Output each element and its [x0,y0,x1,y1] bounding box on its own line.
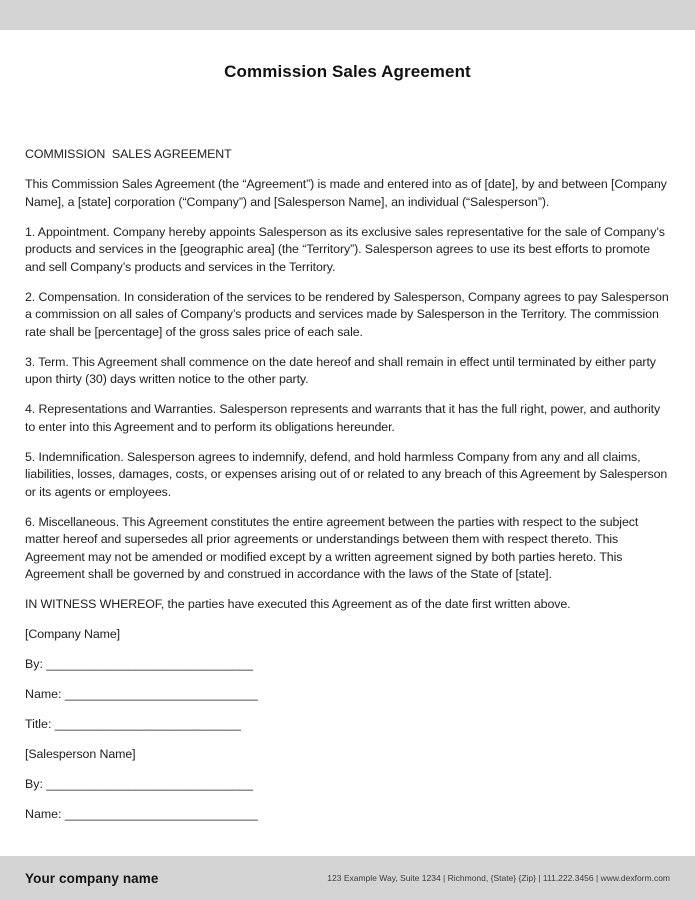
footer-company-name: Your company name [25,870,159,886]
section-compensation: 2. Compensation. In consideration of the services to be rendered by Salesperson, Company agrees to pay Salesperson a commission on all sales of Company’s products and services made by Salesperson in the Territory. The commission rate shall be [percentage] of the gross sales price of each sale. [25,289,669,339]
document-title: Commission Sales Agreement [224,62,471,81]
agreement-heading: COMMISSION SALES AGREEMENT [25,147,232,161]
company-by-signature-line: By: ______________________________ [25,657,254,671]
footer-contact-info: 123 Example Way, Suite 1234 | Richmond, {State} {Zip} | 111.222.3456 | www.dexform.com [327,873,670,883]
salesperson-name-signature-line: Name: ____________________________ [25,807,258,821]
company-name-signature-line: Name: ____________________________ [25,687,258,701]
salesperson-party-label: [Salesperson Name] [25,747,136,761]
company-title-signature-line: Title: ___________________________ [25,717,241,731]
section-indemnification: 5. Indemnification. Salesperson agrees to indemnify, defend, and hold harmless Company from any and all claims, liabilities, losses, damages, costs, or expenses arising out of or related to any breach of this Agreement by Salesperson or its agents or employees. [25,449,668,499]
top-margin-band [0,0,695,30]
intro-paragraph: This Commission Sales Agreement (the “Agreement”) is made and entered into as of [date], by and between [Company Name], a [state] corporation (“Company”) and [Salesperson Name], an individual (“Salesperson”). [25,177,667,209]
footer-band [0,856,695,900]
salesperson-by-signature-line: By: ______________________________ [25,777,254,791]
section-representations: 4. Representations and Warranties. Salesperson represents and warrants that it has the full right, power, and authority to enter into this Agreement and to perform its obligations hereunder. [25,402,661,434]
section-miscellaneous: 6. Miscellaneous. This Agreement constitutes the entire agreement between the parties with respect to the subject matter hereof and supersedes all prior agreements or understandings between them with respect thereto. This Agreement may not be amended or modified except by a written agreement signed by both parties hereto. This Agreement shall be governed by and construed in accordance with the laws of the State of [state]. [25,514,639,581]
witness-clause: IN WITNESS WHEREOF, the parties have executed this Agreement as of the date first written above. [25,597,571,611]
company-party-label: [Company Name] [25,627,121,641]
section-appointment: 1. Appointment. Company hereby appoints Salesperson as its exclusive sales representative for the sale of Company’s products and services in the [geographic area] (the “Territory”). Salesperson agrees to use its best efforts to promote and sell Company’s products and services in the Territory. [25,224,665,274]
document-body [25,146,670,836]
section-term: 3. Term. This Agreement shall commence on the date hereof and shall remain in effect until terminated by either party upon thirty (30) days written notice to the other party. [25,354,656,386]
